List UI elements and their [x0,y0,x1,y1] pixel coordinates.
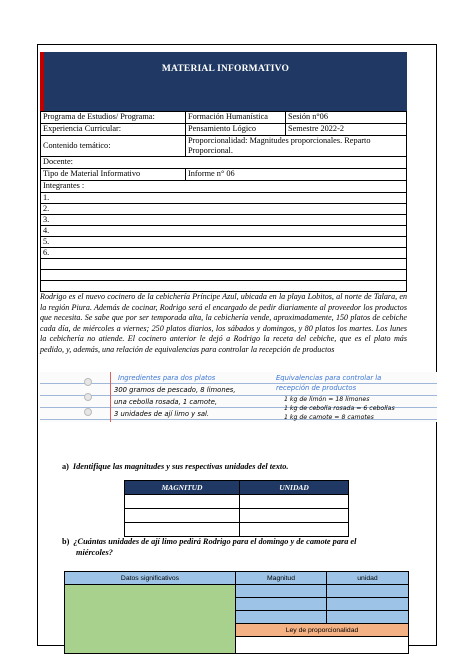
table-cell[interactable] [236,598,327,611]
table-cell[interactable] [240,523,349,537]
binder-hole-icon [84,408,92,416]
docente-label: Docente: [41,157,407,169]
datos-cell[interactable] [65,585,236,654]
integrante-row: 1. [41,193,407,204]
notebook-left-line: 300 gramos de pescado, 8 limones, [114,386,236,394]
table-cell[interactable] [327,598,409,611]
table-cell[interactable] [327,585,409,598]
notebook-image [40,372,437,422]
unidad-col-header: unidad [327,572,409,585]
integrante-row: 2. [41,204,407,215]
question-b-text: ¿Cuántas unidades de ají limo pedirá Rodrigo para el domingo y de camote para el [73,537,357,546]
notebook-margin-line [110,372,111,422]
experiencia-value: Pensamiento Lógico [186,124,286,136]
semestre-value: Semestre 2022-2 [286,124,407,136]
binder-hole-icon [84,378,92,386]
question-a-text: Identifique las magnitudes y sus respectivas unidades del texto. [72,462,289,471]
unidad-header: UNIDAD [240,481,349,495]
notebook-left-title: Ingredientes para dos platos [118,374,216,382]
notebook-right-title: recepción de productos [276,384,357,392]
tipo-label: Tipo de Material Informativo [41,169,186,181]
table-cell[interactable] [240,495,349,509]
notebook-right-line: 1 kg de camote = 8 camotes [284,414,374,421]
integrante-row: 6. [41,248,407,259]
binder-hole-icon [84,393,92,401]
integrante-row: 4. [41,226,407,237]
contenido-value: Proporcionalidad: Magnitudes proporcionales. Reparto Proporcional. [186,136,407,157]
notebook-left-line: una cebolla rosada, 1 camote, [114,398,218,406]
table-cell[interactable] [125,495,240,509]
sesion-value: Sesión n°06 [286,112,407,124]
blank-row [41,270,407,281]
table-cell[interactable] [236,585,327,598]
page-title: MATERIAL INFORMATIVO [40,52,407,111]
table-cell[interactable] [125,523,240,537]
notebook-right-line: 1 kg de cebolla rosada = 6 cebollas [284,405,395,412]
table-cell[interactable] [327,611,409,624]
programa-value: Formación Humanística [186,112,286,124]
integrante-row: 3. [41,215,407,226]
ley-header: Ley de proporcionalidad [236,624,409,637]
integrante-row: 5. [41,237,407,248]
notebook-right-line: 1 kg de limón = 18 limones [284,396,370,403]
magnitud-col-header: Magnitud [236,572,327,585]
notebook-left-line: 3 unidades de ají limo y sal. [114,410,210,418]
datos-header: Datos significativos [65,572,236,585]
question-b [62,536,356,558]
table-cell[interactable] [236,611,327,624]
blank-row [41,259,407,270]
magnitudes-table [124,480,349,537]
table-cell[interactable] [240,509,349,523]
programa-label: Programa de Estudios/ Programa: [41,112,186,124]
contenido-label: Contenido temático: [41,136,186,157]
problem-paragraph: Rodrigo es el nuevo cocinero de la cebichería Príncipe Azul, ubicada en la playa Lobitos, al norte de Talara, en la región Piura. Además de cocinar, Rodrigo será el encargado de pedir diariamente al proveedor los productos que necesita. Se sabe que por ser temporada alta, la cebichería vende, aproximadamente, 150 platos de cebiche cada día, de miércoles a viernes; 250 platos diarios, los sábados y domingos, y 80 platos los martes. Los lunes la cebichería no atiende. El cocinero anterior le dejó a Rodrigo la receta del cebiche, que es el plato más pedido, y, además, una relación de equivalencias para controlar la recepción de productos [40,292,407,354]
table-cell[interactable] [125,509,240,523]
question-a [62,462,288,471]
experiencia-label: Experiencia Curricular: [41,124,186,136]
tipo-value: Informe n° 06 [186,169,407,181]
question-a-tag: a) [62,462,69,471]
data-table [64,571,409,654]
question-b-text-2: miércoles? [76,548,113,557]
blank-row [41,281,407,292]
info-table [40,111,407,292]
ley-cell[interactable] [236,637,409,654]
question-b-tag: b) [62,537,70,546]
notebook-right-title: Equivalencias para controlar la [276,374,382,382]
integrantes-label: Integrantes : [41,181,407,193]
magnitud-header: MAGNITUD [125,481,240,495]
